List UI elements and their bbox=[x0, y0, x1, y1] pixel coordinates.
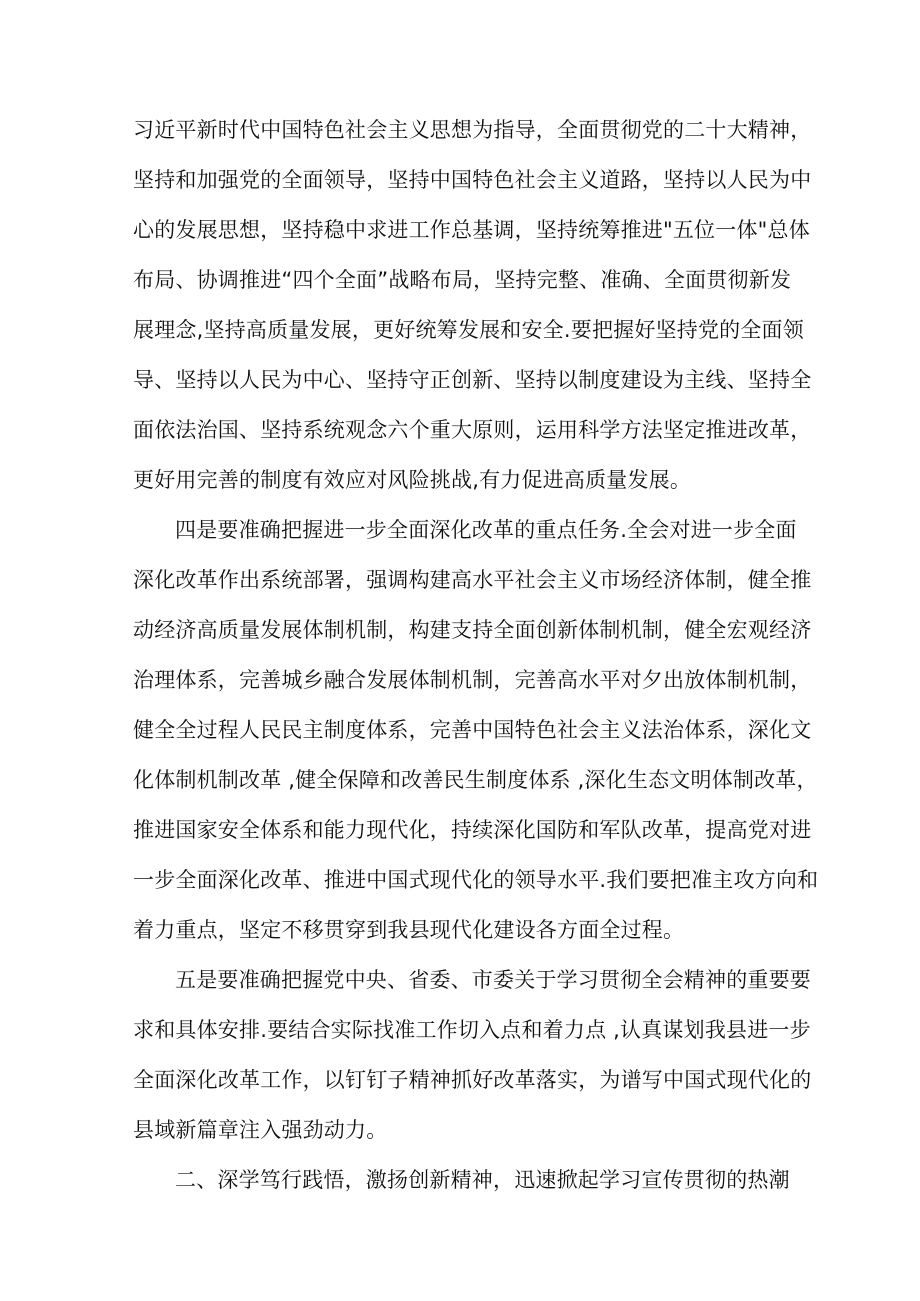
paragraph-first-line: 四是要准确把握进一步全面深化改革的重点任务.全会对进一步全面 bbox=[175, 518, 797, 542]
section-heading: 二、深学笃行践悟，激扬创新精神，迅速掀起学习宣传贯彻的热潮 bbox=[175, 1168, 790, 1192]
paragraph-line: 面依法治国、坚持系统观念六个重大原则，运用科学方法坚定推进改革， bbox=[133, 418, 812, 442]
paragraph-line: 导、坚持以人民为中心、坚持守正创新、坚持以制度建设为主线、坚持全 bbox=[133, 368, 812, 392]
paragraph-line: 治理体系，完善城乡融合发展体制机制，完善高水平对夕出放体制机制， bbox=[133, 668, 812, 692]
paragraph-line: 推进国家安全体系和能力现代化，持续深化国防和军队改革，提高党对进 bbox=[133, 818, 812, 842]
paragraph-line: 坚持和加强党的全面领导，坚持中国特色社会主义道路，坚持以人民为中 bbox=[133, 168, 812, 192]
paragraph-line: 习近平新时代中国特色社会主义思想为指导，全面贯彻党的二十大精神， bbox=[133, 118, 812, 142]
paragraph-line: 一步全面深化改革、推进中国式现代化的领导水平.我们要把准主攻方向和 bbox=[133, 868, 819, 892]
paragraph-line: 展理念,坚持高质量发展，更好统筹发展和安全.要把握好坚持党的全面领 bbox=[133, 318, 804, 342]
paragraph-line: 县域新篇章注入强劲动力。 bbox=[133, 1118, 388, 1142]
paragraph-line: 更好用完善的制度有效应对风险挑战,有力促进高质量发展。 bbox=[133, 468, 692, 492]
paragraph-line: 健全全过程人民民主制度体系，完善中国特色社会主义法治体系，深化文 bbox=[133, 718, 812, 742]
paragraph-line: 着力重点，坚定不移贯穿到我县现代化建设各方面全过程。 bbox=[133, 918, 685, 942]
paragraph-line: 布局、协调推进“四个全面”战略布局，坚持完整、准确、全面贯彻新发 bbox=[133, 268, 792, 292]
paragraph-line: 深化改革作出系统部署，强调构建高水平社会主义市场经济体制，健全推 bbox=[133, 568, 812, 592]
paragraph-line: 化体制机制改革 ,健全保障和改善民生制度体系 ,深化生态文明体制改革， bbox=[133, 768, 818, 792]
paragraph-line: 心的发展思想，坚持稳中求进工作总基调，坚持统筹推进"五位一体"总体 bbox=[133, 218, 810, 242]
paragraph-line: 求和具体安排.要结合实际找准工作切入点和着力点 ,认真谋划我县进一步 bbox=[133, 1018, 811, 1042]
paragraph-first-line: 五是要准确把握党中央、省委、市委关于学习贯彻全会精神的重要要 bbox=[175, 968, 811, 992]
paragraph-line: 全面深化改革工作，以钉钉子精神抓好改革落实，为谱写中国式现代化的 bbox=[133, 1068, 812, 1092]
paragraph-line: 动经济高质量发展体制机制，构建支持全面创新体制机制，健全宏观经济 bbox=[133, 618, 812, 642]
